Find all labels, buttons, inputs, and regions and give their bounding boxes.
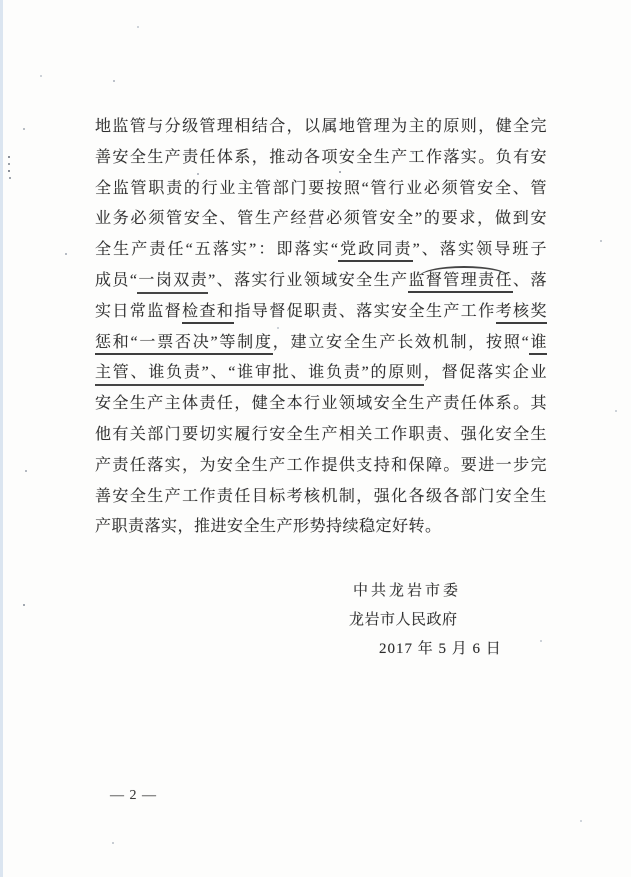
underlined-phrase: 监督管理责任 <box>408 272 513 293</box>
text-segment: 善安全生产工作责任目标考核机制，强化各级各部门安全生 <box>95 487 547 505</box>
body-text-line <box>95 451 547 482</box>
text-segment: 善安全生产责任体系，推动各项安全生产工作落实。负有安 <box>95 148 547 166</box>
body-text-line <box>95 297 547 328</box>
scan-noise-specks <box>0 0 2 2</box>
text-segment: 安全生产主体责任，健全本行业领域安全生产责任体系。其 <box>95 395 547 413</box>
body-text-line <box>95 266 547 297</box>
underlined-phrase: 党政同责 <box>338 241 412 262</box>
body-text-line <box>95 512 547 543</box>
signature-org-municipal-government: 龙岩市人民政府 <box>349 612 458 628</box>
text-segment: 全生产责任“五落实”：即落实“ <box>95 241 339 259</box>
scanner-edge-strip <box>0 0 3 877</box>
text-segment: 地监管与分级管理相结合，以属地管理为主的原则，健全完 <box>95 118 547 135</box>
body-text-line <box>95 204 547 235</box>
body-text-line <box>95 358 547 389</box>
text-segment: 业务必须管安全、管生产经营必须管安全”的要求，做到安 <box>95 210 547 228</box>
signature-date: 2017 年 5 月 6 日 <box>379 641 502 657</box>
text-segment: 全监管职责的行业主管部门要按照“管行业必须管安全、管 <box>95 179 547 197</box>
text-segment: ”、落实领导班子 <box>412 241 547 259</box>
underlined-phrase: 一岗双责 <box>137 272 208 294</box>
body-text-line <box>95 143 547 174</box>
underlined-phrase: 主管、谁负责”、“谁审批、谁负责”的原则 <box>95 364 424 386</box>
text-segment: 产责任落实，为安全生产工作提供支持和保障。要进一步完 <box>95 456 547 474</box>
text-segment: ，建立安全生产长效机制，按照“ <box>272 333 530 351</box>
text-segment: 指导督促职责、落实安全生产工作 <box>234 302 496 320</box>
body-text-line <box>95 174 547 205</box>
signature-org-party-committee: 中共龙岩市委 <box>353 583 462 599</box>
body-text-line <box>95 112 547 143</box>
document-body <box>95 112 547 543</box>
underlined-phrase: 检查和 <box>182 303 234 324</box>
underlined-phrase: 谁 <box>529 334 547 355</box>
underlined-phrase: 考核奖 <box>496 303 547 324</box>
body-text-line <box>95 482 547 513</box>
body-text-line <box>95 420 547 451</box>
page-number-footer: — 2 — <box>110 788 157 803</box>
text-segment: 产职责落实，推进安全生产形势持续稳定好转。 <box>95 518 442 536</box>
signature-block <box>349 577 502 664</box>
body-text-line <box>95 328 547 359</box>
body-text-line <box>95 389 547 420</box>
text-segment: 成员“ <box>95 271 138 289</box>
text-segment: 他有关部门要切实履行安全生产相关工作职责、强化安全生 <box>95 425 547 443</box>
underlined-phrase: 惩和“一票否决”等制度 <box>95 334 273 355</box>
body-text-line <box>95 235 547 266</box>
text-segment: 、落 <box>513 271 547 289</box>
text-segment: ”、落实行业领域安全生产 <box>208 271 409 289</box>
text-segment: 实日常监督 <box>95 302 183 320</box>
text-segment: ，督促落实企业 <box>423 364 547 382</box>
